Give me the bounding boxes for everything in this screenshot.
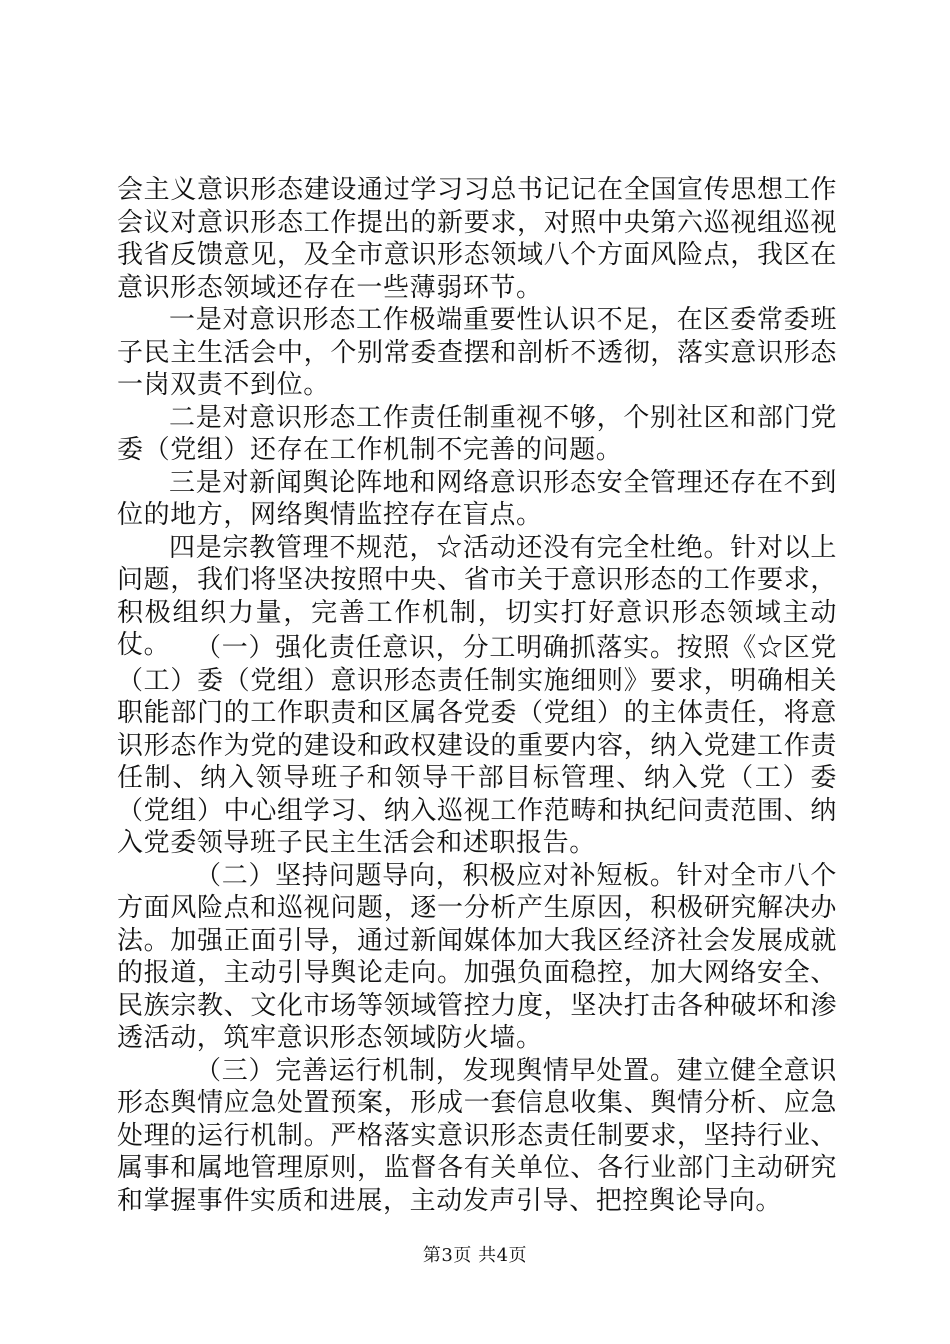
paragraph-issue-3: 三是对新闻舆论阵地和网络意识形态安全管理还存在不到位的地方，网络舆情监控存在盲点。 xyxy=(117,467,837,530)
paragraph-continuation: 会主义意识形态建设通过学习习总书记记在全国宣传思想工作会议对意识形态工作提出的新要求，对照中央第六巡视组巡视我省反馈意见，及全市意识形态领域八个方面风险点，我区在意识形态领域还存在一些薄弱环节。 xyxy=(117,175,837,303)
paragraph-issue-2: 二是对意识形态工作责任制重视不够，个别社区和部门党委（党组）还存在工作机制不完善的问题。 xyxy=(117,402,837,465)
paragraph-measure-2: （二）坚持问题导向，积极应对补短板。针对全市八个方面风险点和巡视问题，逐一分析产生原因，积极研究解决办法。加强正面引导，通过新闻媒体加大我区经济社会发展成就的报道，主动引导舆论走向。加强负面稳控，加大网络安全、民族宗教、文化市场等领域管控力度，坚决打击各种破坏和渗透活动，筑牢意识形态领域防火墙。 xyxy=(117,860,837,1053)
paragraph-measure-3: （三）完善运行机制，发现舆情早处置。建立健全意识形态舆情应急处置预案，形成一套信息收集、舆情分析、应急处理的运行机制。严格落实意识形态责任制要求，坚持行业、属事和属地管理原则，监督各有关单位、各行业部门主动研究和掌握事件实质和进展，主动发声引导、把控舆论导向。 xyxy=(117,1055,837,1216)
paragraph-issue-1: 一是对意识形态工作极端重要性认识不足，在区委常委班子民主生活会中，个别常委查摆和剖析不透彻，落实意识形态一岗双责不到位。 xyxy=(117,305,837,400)
body-section-issues xyxy=(117,174,837,662)
page-footer: 第3页 共4页 xyxy=(422,1245,528,1266)
paragraph-measure-1: （一）强化责任意识，分工明确抓落实。按照《☆区党（工）委（党组）意识形态责任制实施细则》要求，明确相关职能部门的工作职责和区属各党委（党组）的主体责任，将意识形态作为党的建设和政权建设的重要内容，纳入党建工作责任制、纳入领导班子和领导干部目标管理、纳入党（工）委（党组）中心组学习、纳入巡视工作范畴和执纪问责范围、纳入党委领导班子民主生活会和述职报告。 xyxy=(117,633,837,858)
paragraph-issue-4: 四是宗教管理不规范，☆活动还没有完全杜绝。针对以上问题，我们将坚决按照中央、省市关于意识形态的工作要求，积极组织力量，完善工作机制，切实打好意识形态领域主动仗。 xyxy=(117,532,837,660)
body-section-measures xyxy=(117,632,837,1217)
